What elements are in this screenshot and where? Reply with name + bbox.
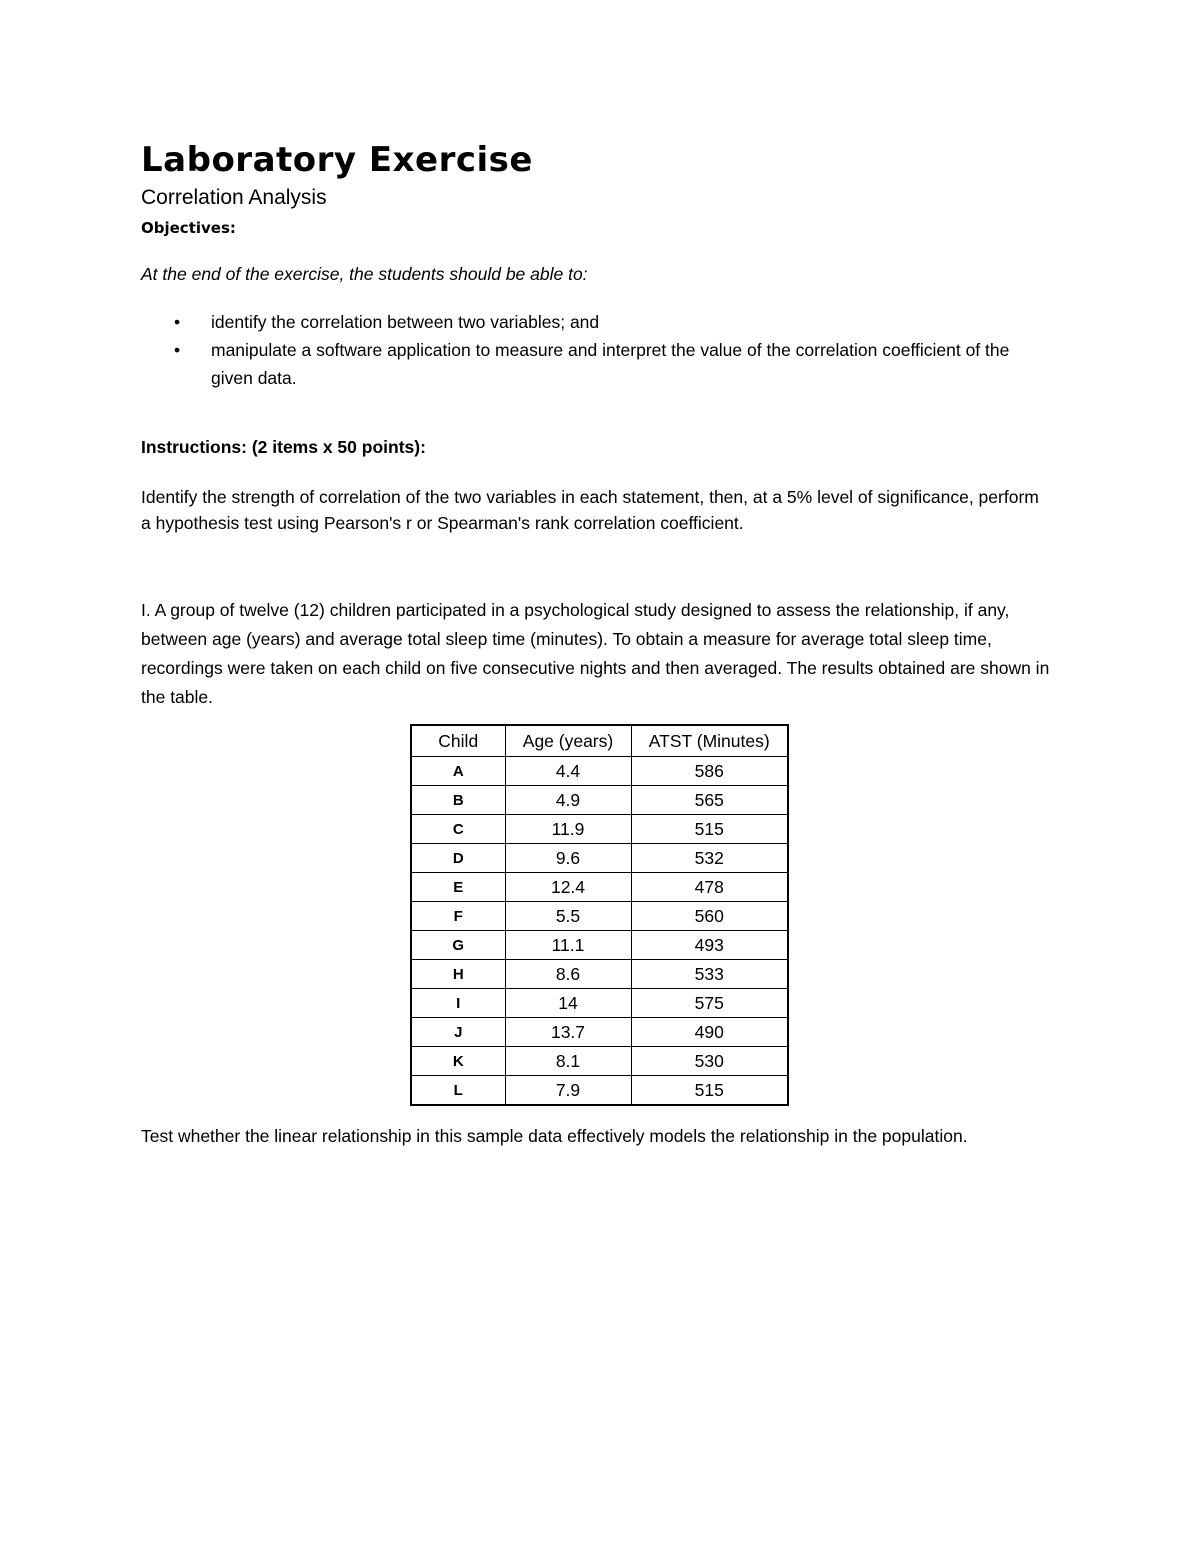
child-cell: I [411, 989, 505, 1018]
objective-text: manipulate a software application to measure and interpret the value of the correlation coefficient of the given data. [211, 340, 1010, 388]
age-cell: 7.9 [505, 1076, 631, 1106]
list-item [141, 308, 1021, 336]
atst-cell: 575 [631, 989, 788, 1018]
child-cell: E [411, 873, 505, 902]
table-row [411, 1076, 788, 1106]
age-cell: 4.9 [505, 786, 631, 815]
age-cell: 9.6 [505, 844, 631, 873]
objectives-intro: At the end of the exercise, the students should be able to: [141, 264, 588, 284]
list-item [141, 336, 1021, 392]
age-cell: 8.1 [505, 1047, 631, 1076]
child-cell: D [411, 844, 505, 873]
child-cell: J [411, 1018, 505, 1047]
table-header-row [411, 725, 788, 757]
child-cell: H [411, 960, 505, 989]
atst-cell: 490 [631, 1018, 788, 1047]
instructions-heading: Instructions: (2 items x 50 points): [141, 437, 426, 457]
objective-text: identify the correlation between two variables; and [211, 312, 600, 332]
age-cell: 11.9 [505, 815, 631, 844]
child-cell: G [411, 931, 505, 960]
column-header-age: Age (years) [505, 725, 631, 757]
atst-cell: 493 [631, 931, 788, 960]
atst-cell: 532 [631, 844, 788, 873]
problem-statement: I. A group of twelve (12) children participated in a psychological study designed to assess the relationship, if any, between age (years) and average total sleep time (minutes). To obtain a measure for average total sleep time, recordings were taken on each child on five consecutive nights and then averaged. The results obtained are shown in the table. [141, 600, 1050, 707]
table-row [411, 873, 788, 902]
table-row [411, 960, 788, 989]
bullet-icon: • [174, 340, 181, 360]
objectives-list [141, 308, 1021, 392]
page-subtitle: Correlation Analysis [141, 186, 327, 209]
table-row [411, 815, 788, 844]
child-cell: L [411, 1076, 505, 1106]
objectives-label: Objectives: [141, 219, 236, 237]
column-header-atst: ATST (Minutes) [631, 725, 788, 757]
atst-cell: 530 [631, 1047, 788, 1076]
column-header-child: Child [411, 725, 505, 757]
child-cell: K [411, 1047, 505, 1076]
atst-cell: 565 [631, 786, 788, 815]
table-row [411, 902, 788, 931]
age-cell: 12.4 [505, 873, 631, 902]
age-cell: 8.6 [505, 960, 631, 989]
age-cell: 11.1 [505, 931, 631, 960]
child-cell: F [411, 902, 505, 931]
child-cell: B [411, 786, 505, 815]
bullet-icon: • [174, 312, 181, 332]
table-row [411, 1018, 788, 1047]
table-row [411, 1047, 788, 1076]
page-title: Laboratory Exercise [141, 140, 533, 180]
atst-cell: 478 [631, 873, 788, 902]
atst-cell: 586 [631, 757, 788, 786]
atst-cell: 515 [631, 815, 788, 844]
age-cell: 5.5 [505, 902, 631, 931]
data-table [410, 724, 789, 1106]
age-cell: 4.4 [505, 757, 631, 786]
table-row [411, 931, 788, 960]
table-row [411, 757, 788, 786]
table-row [411, 989, 788, 1018]
table-row [411, 844, 788, 873]
instructions-text: Identify the strength of correlation of the two variables in each statement, then, at a 5% level of significance, perform a hypothesis test using Pearson's r or Spearman's rank correlation coefficient. [141, 487, 1039, 533]
atst-cell: 533 [631, 960, 788, 989]
child-cell: A [411, 757, 505, 786]
age-cell: 13.7 [505, 1018, 631, 1047]
atst-cell: 515 [631, 1076, 788, 1106]
atst-cell: 560 [631, 902, 788, 931]
age-cell: 14 [505, 989, 631, 1018]
table-row [411, 786, 788, 815]
child-cell: C [411, 815, 505, 844]
test-statement: Test whether the linear relationship in this sample data effectively models the relationship in the population. [141, 1126, 968, 1146]
